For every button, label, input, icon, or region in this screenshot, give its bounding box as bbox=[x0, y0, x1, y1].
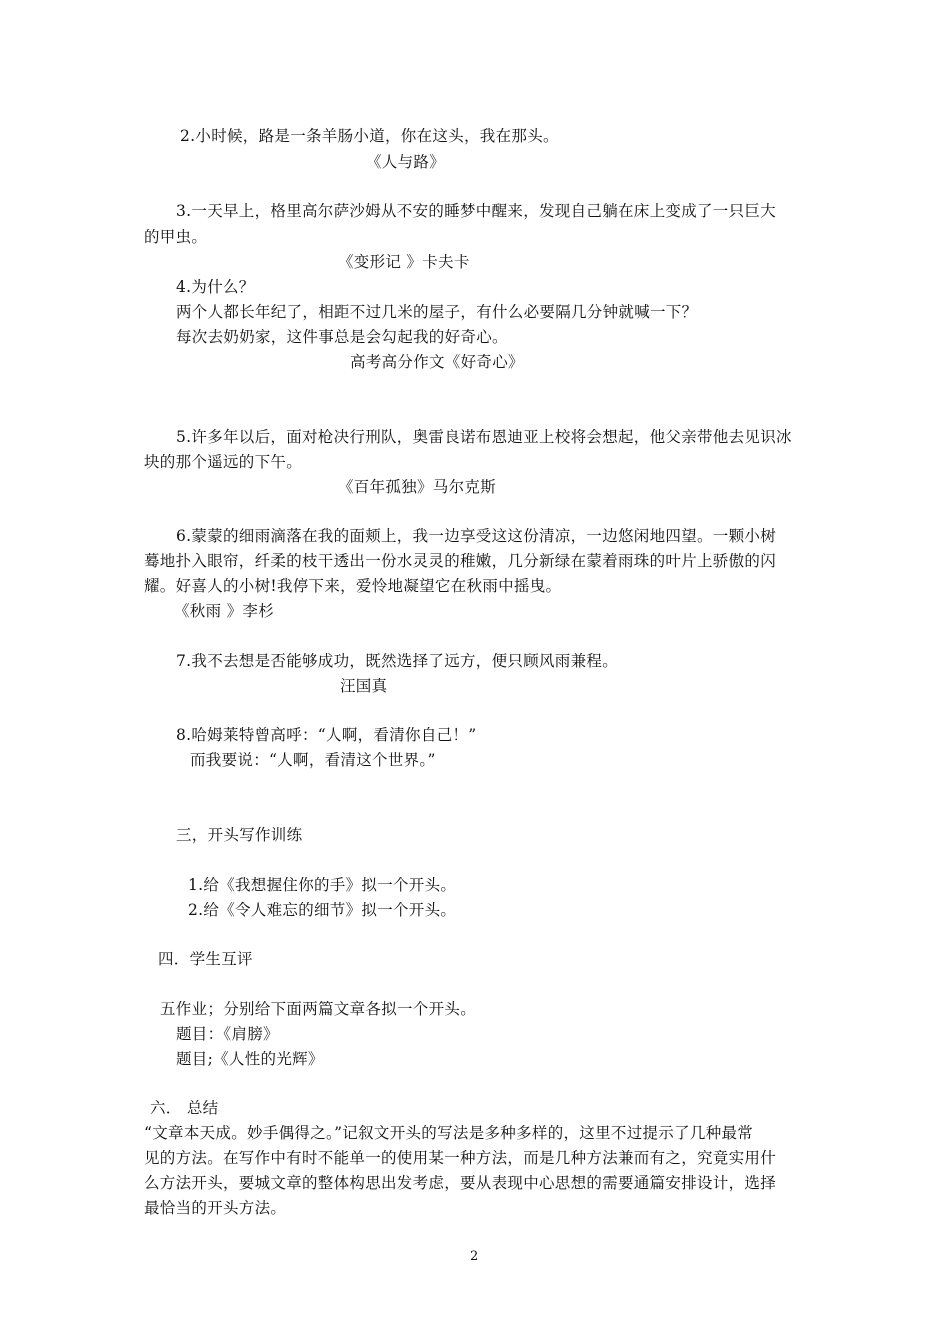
section-4-heading: 四．学生互评 bbox=[158, 950, 253, 968]
section-6-heading: 六． 总结 bbox=[150, 1099, 219, 1117]
example-8-line-2: 而我要说：“人啊，看清这个世界。” bbox=[190, 751, 436, 769]
example-5-source: 《百年孤独》马尔克斯 bbox=[338, 478, 497, 496]
section-5-heading: 五作业；分别给下面两篇文章各拟一个开头。 bbox=[160, 1000, 477, 1018]
example-8-line-1: 8.哈姆莱特曾高呼：“人啊，看清你自己！” bbox=[176, 726, 477, 744]
section-3-item-2: 2.给《令人难忘的细节》拟一个开头。 bbox=[188, 901, 457, 919]
example-3-line-2: 的甲虫。 bbox=[144, 228, 208, 246]
example-3-line-1: 3.一天早上，格里高尔萨沙姆从不安的睡梦中醒来，发现自己躺在床上变成了一只巨大 bbox=[176, 202, 776, 220]
example-2-source: 《人与路》 bbox=[366, 153, 446, 171]
example-6-line-1: 6.蒙蒙的细雨滴落在我的面颊上，我一边享受这这份清凉，一边悠闲地四望。一颗小树 bbox=[176, 527, 776, 545]
page-number: 2 bbox=[470, 1249, 479, 1264]
example-7-source: 汪国真 bbox=[340, 677, 388, 695]
example-4-source: 高考高分作文《好奇心》 bbox=[350, 353, 524, 371]
section-5-item-1: 题目：《肩膀》 bbox=[176, 1025, 279, 1043]
example-5-line-1: 5.许多年以后，面对枪决行刑队，奥雷良诺布恩迪亚上校将会想起，他父亲带他去见识冰 bbox=[176, 428, 792, 446]
example-7-text: 7.我不去想是否能够成功，既然选择了远方，便只顾风雨兼程。 bbox=[176, 652, 618, 670]
summary-line-4: 最恰当的开头方法。 bbox=[144, 1199, 287, 1217]
example-6-line-3: 耀。好喜人的小树!我停下来，爱怜地凝望它在秋雨中摇曳。 bbox=[144, 577, 562, 595]
example-5-line-2: 块的那个遥远的下午。 bbox=[144, 453, 303, 471]
section-5-item-2: 题目;《人性的光辉》 bbox=[176, 1050, 324, 1068]
section-3-item-1: 1.给《我想握住你的手》拟一个开头。 bbox=[188, 876, 457, 894]
example-4-line-3: 每次去奶奶家，这件事总是会勾起我的好奇心。 bbox=[176, 328, 508, 346]
example-6-line-2: 蓦地扑入眼帘，纤柔的枝干透出一份水灵灵的稚嫩，几分新绿在蒙着雨珠的叶片上骄傲的闪 bbox=[144, 552, 777, 570]
example-4-line-1: 4.为什么？ bbox=[176, 278, 255, 296]
section-3-heading: 三，开头写作训练 bbox=[176, 826, 303, 844]
summary-line-2: 见的方法。在写作中有时不能单一的使用某一种方法，而是几种方法兼而有之，究竟实用什 bbox=[144, 1149, 777, 1167]
example-2-text: 2.小时候，路是一条羊肠小道，你在这头，我在那头。 bbox=[180, 127, 559, 145]
summary-line-1: “文章本天成。妙手偶得之。”记叙文开头的写法是多种多样的，这里不过提示了几种最常 bbox=[144, 1124, 754, 1142]
summary-line-3: 么方法开头，要城文章的整体构思出发考虑，要从表现中心思想的需要通篇安排设计，选择 bbox=[144, 1174, 777, 1192]
example-6-source: 《秋雨 》李杉 bbox=[174, 602, 275, 620]
example-3-source: 《变形记 》卡夫卡 bbox=[338, 253, 470, 271]
example-4-line-2: 两个人都长年纪了，相距不过几米的屋子，有什么必要隔几分钟就喊一下？ bbox=[176, 303, 698, 321]
